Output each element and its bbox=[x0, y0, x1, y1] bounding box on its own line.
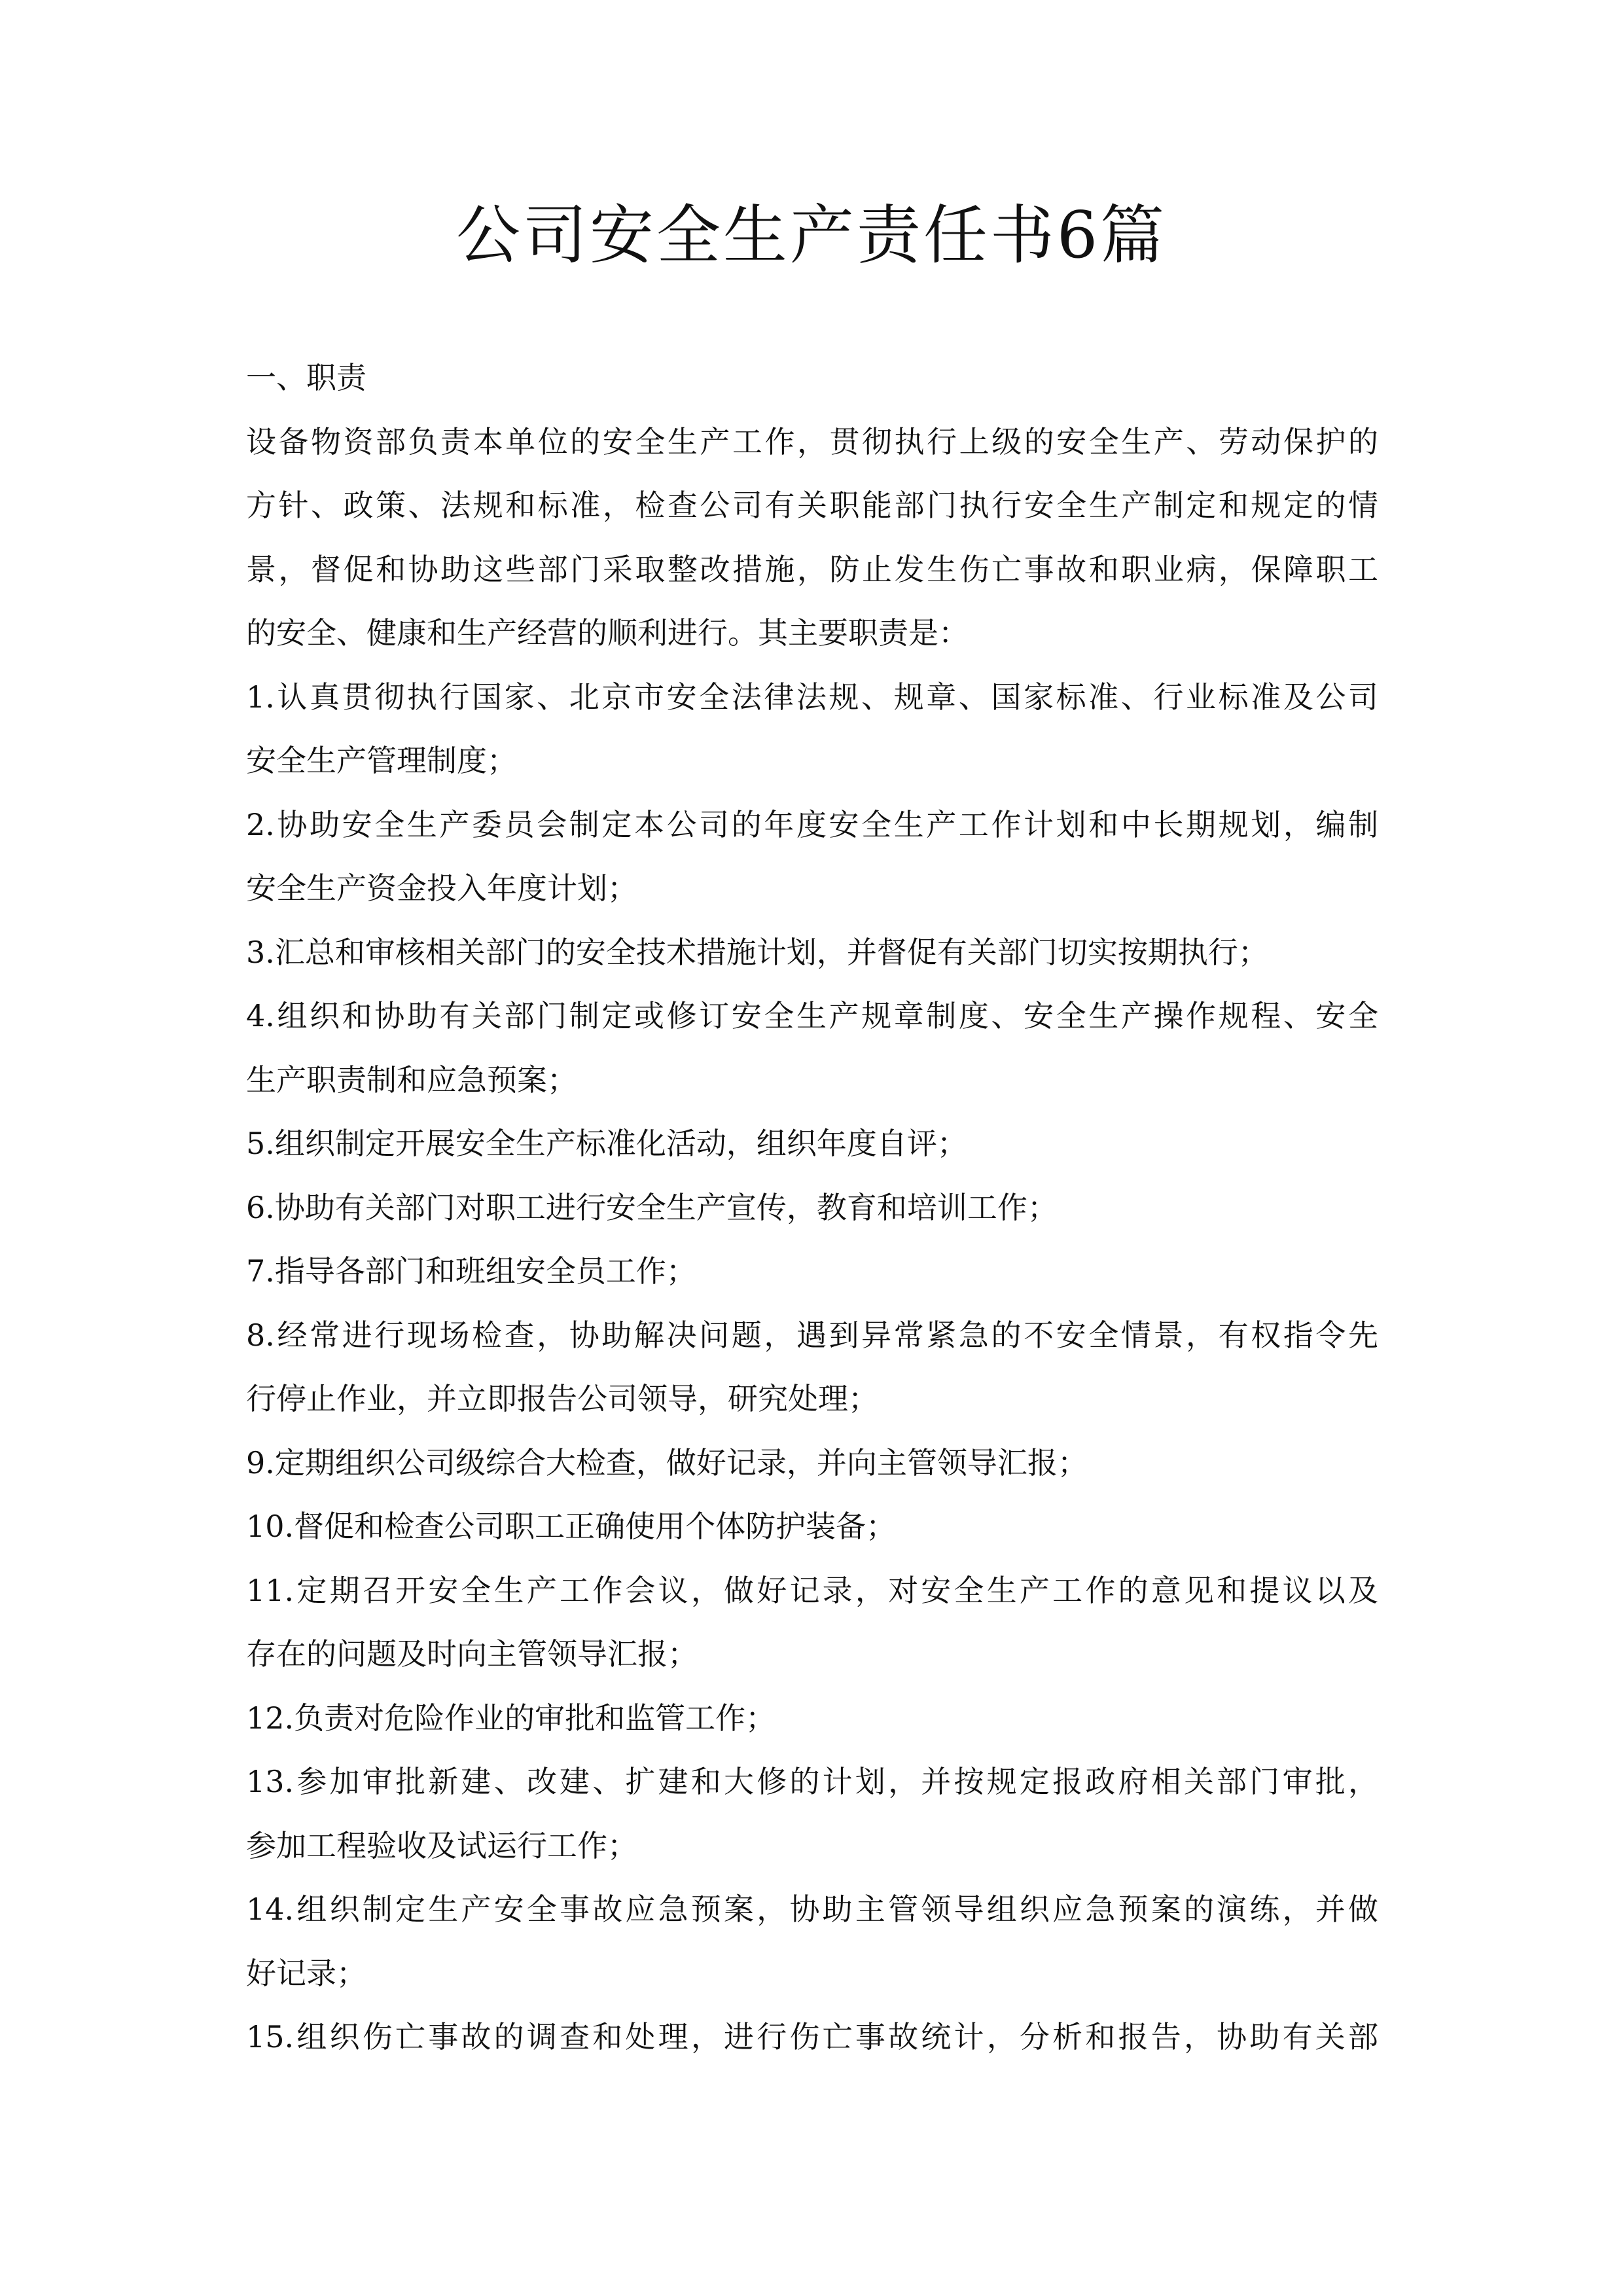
text-line: 11.定期召开安全生产工作会议，做好记录，对安全生产工作的意见和提议以及 bbox=[246, 1572, 1378, 1608]
document-title: 公司安全生产责任书6篇 bbox=[455, 198, 1168, 273]
text-line: 一、职责 bbox=[246, 360, 366, 395]
text-line: 设备物资部负责本单位的安全生产工作，贯彻执行上级的安全生产、劳动保护的 bbox=[246, 423, 1378, 459]
text-line: 13.参加审批新建、改建、扩建和大修的计划，并按规定报政府相关部门审批， bbox=[246, 1764, 1378, 1799]
text-line: 12.负责对危险作业的审批和监管工作； bbox=[246, 1700, 776, 1736]
text-line: 7.指导各部门和班组安全员工作； bbox=[246, 1253, 696, 1289]
text-line: 方针、政策、法规和标准，检查公司有关职能部门执行安全生产制定和规定的情 bbox=[246, 488, 1378, 523]
text-line: 6.协助有关部门对职工进行安全生产宣传，教育和培训工作； bbox=[246, 1189, 1058, 1225]
text-line: 景，督促和协助这些部门采取整改措施，防止发生伤亡事故和职业病，保障职工 bbox=[246, 551, 1378, 587]
text-line: 3.汇总和审核相关部门的安全技术措施计划，并督促有关部门切实按期执行； bbox=[246, 934, 1268, 970]
text-line: 安全生产资金投入年度计划； bbox=[246, 870, 637, 906]
text-line: 4.组织和协助有关部门制定或修订安全生产规章制度、安全生产操作规程、安全 bbox=[246, 998, 1378, 1033]
text-line: 参加工程验收及试运行工作； bbox=[246, 1827, 637, 1863]
text-line: 5.组织制定开展安全生产标准化活动，组织年度自评； bbox=[246, 1126, 967, 1161]
text-line: 14.组织制定生产安全事故应急预案，协助主管领导组织应急预案的演练，并做 bbox=[246, 1892, 1378, 1927]
text-line: 10.督促和检查公司职工正确使用个体防护装备； bbox=[246, 1509, 897, 1544]
text-line: 2.协助安全生产委员会制定本公司的年度安全生产工作计划和中长期规划，编制 bbox=[246, 806, 1378, 842]
text-line: 生产职责制和应急预案； bbox=[246, 1062, 577, 1098]
text-line: 存在的问题及时向主管领导汇报； bbox=[246, 1636, 698, 1672]
text-line: 好记录； bbox=[246, 1955, 366, 1991]
text-line: 行停止作业，并立即报告公司领导，研究处理； bbox=[246, 1381, 878, 1416]
text-line: 安全生产管理制度； bbox=[246, 743, 517, 778]
text-line: 的安全、健康和生产经营的顺利进行。其主要职责是： bbox=[246, 615, 969, 651]
text-line: 8.经常进行现场检查，协助解决问题，遇到异常紧急的不安全情景，有权指令先 bbox=[246, 1317, 1378, 1353]
text-line: 1.认真贯彻执行国家、北京市安全法律法规、规章、国家标准、行业标准及公司 bbox=[246, 679, 1378, 715]
text-line: 15.组织伤亡事故的调查和处理，进行伤亡事故统计，分析和报告，协助有关部 bbox=[246, 2019, 1378, 2054]
text-line: 9.定期组织公司级综合大检查，做好记录，并向主管领导汇报； bbox=[246, 1444, 1088, 1480]
document-body bbox=[246, 346, 1378, 2070]
